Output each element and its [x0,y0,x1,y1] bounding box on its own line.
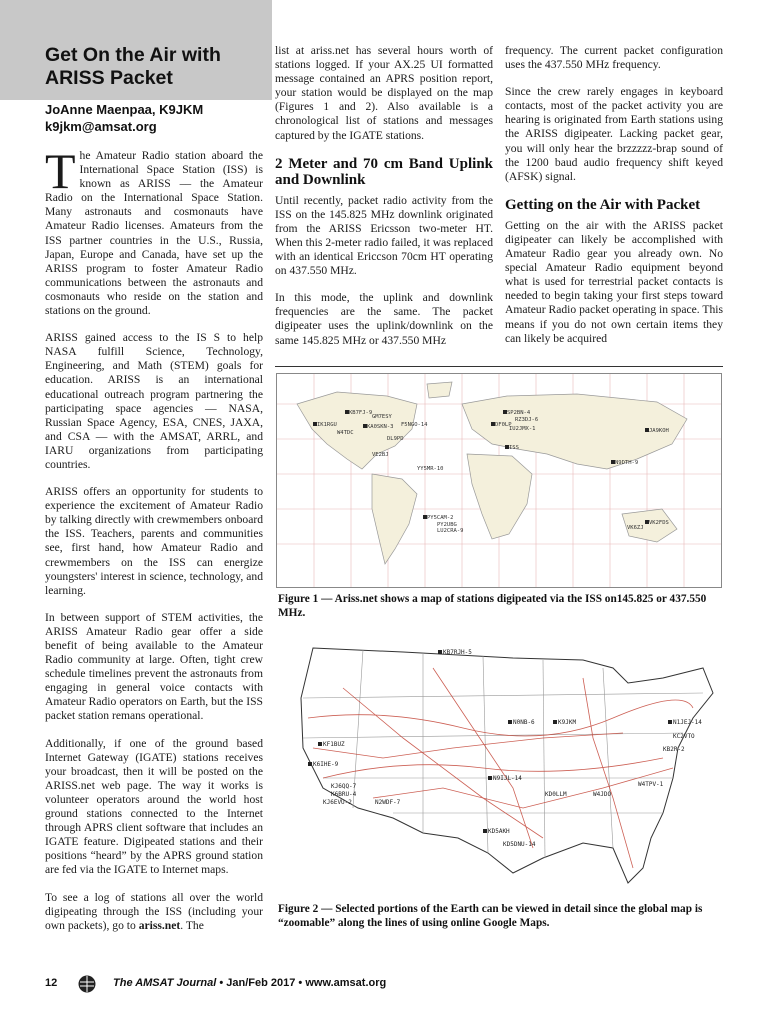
column-1 [45,143,263,946]
svg-text:KB7FJ-9: KB7FJ-9 [349,410,373,416]
svg-text:VE2BJ: VE2BJ [372,452,389,458]
svg-text:N9DTH-9: N9DTH-9 [615,460,639,466]
paragraph: In between support of STEM activities, the ARISS Amateur Radio gear offer a side benefit of being available to the Amateur Radio community at large. Often, tight crew schedule timelines prevent the astronauts from engaging in general voice contacts with Amateur Radio operators on Earth, but the ISS packet station remans operational. [45,610,263,723]
svg-text:KJ6QQ-7: KJ6QQ-7 [331,783,357,790]
paragraph: Since the crew rarely engages in keyboard contacts, most of the packet activity you are hearing is originated from Earth stations using the ARISS digipeater. Lacking packet gear, you will only hear the brzzzzz-brap sound of the 1200 baud audio frequency shift keyed (AFSK) signal. [505,85,723,183]
paragraph-text: To see a log of stations all over the world digipeating through the ISS (including your own packets), go to [45,890,263,932]
svg-text:KD5DNU-14: KD5DNU-14 [503,841,536,848]
paragraph: Getting on the air with the ARISS packet digipeater can likely be accomplished with Amateur Radio gear you already own. No special Amateur Radio equipment beyond what is used for terrestrial packet contacts is needed to begin taking your first steps toward Amateur Radio packet operating in space. This means if you do not own certain items they can likely be acquired [505,218,723,345]
figure-1-caption: Figure 1 — Ariss.net shows a map of stations digipeated via the ISS on145.825 or 437.550 MHz. [278,593,707,619]
svg-text:K9JKM: K9JKM [558,719,577,726]
svg-text:PY5CAM-2: PY5CAM-2 [427,515,454,521]
page-number: 12 [45,977,58,989]
svg-text:W4TPV-1: W4TPV-1 [638,781,664,788]
paragraph: In this mode, the uplink and downlink frequencies are the same. The packet digipeater uses the uplink/downlink on the same 145.825 MHz or 437.550 MHz [275,291,493,347]
svg-text:F5NGO-14: F5NGO-14 [401,422,428,428]
svg-text:KF1BUZ: KF1BUZ [323,741,345,748]
svg-text:N0NB-6: N0NB-6 [513,719,535,726]
section-heading: 2 Meter and 70 cm Band Uplink and Downlink [275,155,493,188]
svg-text:DL9PD: DL9PD [387,436,404,442]
svg-text:VK6ZJ: VK6ZJ [627,525,644,531]
figure-divider [275,366,723,367]
author-name: JoAnne Maenpaa, K9JKM [45,102,204,117]
paragraph: list at ariss.net has several hours worth of stations logged. If your AX.25 UI formatted message contained an APRS position report, your station would be displayed on the map (Figures 1 and 2). Also available is a chronological list of stations and messages captured by the IGATE stations. [275,44,493,142]
svg-text:KC2VTO: KC2VTO [673,733,695,740]
svg-text:IU2JMX-1: IU2JMX-1 [509,426,536,432]
svg-text:GM7ESY: GM7ESY [372,414,392,420]
author-email: k9jkm@amsat.org [45,119,157,134]
figure-2-us-map [283,638,717,893]
svg-text:YY5MR-10: YY5MR-10 [417,466,444,472]
svg-text:LU2CRA-9: LU2CRA-9 [437,528,464,534]
paragraph [45,143,263,318]
column-3 [505,44,723,359]
svg-text:N9IJL-14: N9IJL-14 [493,775,522,782]
svg-text:K6IHE-9: K6IHE-9 [313,761,339,768]
paragraph: frequency. The current packet configuration uses the 437.550 MHz frequency. [505,44,723,72]
paragraph [45,891,263,933]
figure-2-caption: Figure 2 — Selected portions of the Earth can be viewed in detail since the global map is “zoomable” along the lines of using online Google Maps. [278,903,703,929]
svg-text:JA9KOH: JA9KOH [649,428,669,434]
paragraph-text: . The [180,918,204,932]
paragraph: Until recently, packet radio activity from the ISS on the 145.825 MHz downlink originated from the ARISS Ericsson two-meter HT. When this 2-meter radio failed, it was replaced with an identical Ericcson 70cm HT operating on 437.550 MHz. [275,193,493,278]
issue-date: Jan/Feb 2017 [226,977,296,989]
title-line-2: ARISS Packet [45,67,173,89]
svg-text:KB7RJH-5: KB7RJH-5 [443,649,472,656]
svg-text:W4TDC: W4TDC [337,430,354,436]
us-map-svg [283,638,717,893]
svg-text:PY2UBG: PY2UBG [437,522,457,528]
journal-name: The AMSAT Journal [113,977,217,989]
paragraph: Additionally, if one of the ground based Internet Gateway (IGATE) stations receives your broadcast, then it will be posted on the ARISS.net web page. The way it works is volunteer operators around the world host ground stations connected to the Internet through APRS client software that includes an IGATE feature. Digipeated stations and their positions “heard” by the APRS ground station are fed via the IGATE to Internet maps. [45,736,263,877]
svg-text:KA0SKN-3: KA0SKN-3 [367,424,394,430]
paragraph: ARISS gained access to the IS S to help NASA fulfill Science, Technology, Engineering, and Math (STEM) goals for education. ARISS is an international educational outreach program partnering the participating space agencies — NASA, Russian Space Agency, ESA, CNES, JAXA, and CSA — with the AMSAT, ARRL, and IARU organizations from participating countries. [45,331,263,471]
article-title [45,44,270,90]
section-heading: Getting on the Air with Packet [505,196,701,213]
svg-text:W4JDO: W4JDO [593,791,612,798]
amsat-logo-icon [78,975,96,993]
world-map-svg [277,374,721,587]
svg-text:IK1RGU: IK1RGU [317,422,337,428]
author-block [45,101,270,135]
title-line-1: Get On the Air with [45,44,221,66]
separator: • [219,977,224,989]
svg-text:KJ6EVU-2: KJ6EVU-2 [323,799,352,806]
footer-text [113,977,386,989]
svg-text:KD0LLM: KD0LLM [545,791,567,798]
page-footer [45,975,725,995]
drop-cap: T [45,143,76,199]
svg-text:KD5AKH: KD5AKH [488,828,510,835]
svg-text:SP2BN-4: SP2BN-4 [507,410,531,416]
svg-text:DF0LP: DF0LP [495,422,512,428]
svg-text:KB2R-2: KB2R-2 [663,746,685,753]
ariss-link[interactable]: ariss.net [138,918,181,932]
separator: • [298,977,303,989]
svg-text:K6BRU-4: K6BRU-4 [331,791,357,798]
svg-text:ISS: ISS [509,445,519,451]
paragraph-text: he Amateur Radio station aboard the International Space Station (ISS) is known as ARISS –– the Amateur Radio on the International Space Station. Many astronauts and cosmonauts have Amateur Radio licenses. Amateurs from the ISS partner countries in the U.S., Russia, Japan, Europe and Canada, have set up the ARISS program to foster Amateur Radio communications between the astronauts and cosmonauts who reside on the station and stations on the ground. [45,149,263,318]
svg-text:VK2FDS: VK2FDS [649,520,669,526]
figure-1-world-map [276,373,722,588]
svg-text:RZ3DJ-6: RZ3DJ-6 [515,417,539,423]
footer-url[interactable]: www.amsat.org [305,977,387,989]
paragraph: ARISS offers an opportunity for students to experience the excitement of Amateur Radio by talking directly with crewmembers onboard the ISS. Teachers, parents and communities see, first hand, how Amateur Radio and crewmembers on the ISS can energize youngsters' interest in science, technology, and learning. [45,485,263,597]
svg-text:N1JEJ-14: N1JEJ-14 [673,719,702,726]
svg-text:N2WDF-7: N2WDF-7 [375,799,401,806]
column-2 [275,44,493,361]
